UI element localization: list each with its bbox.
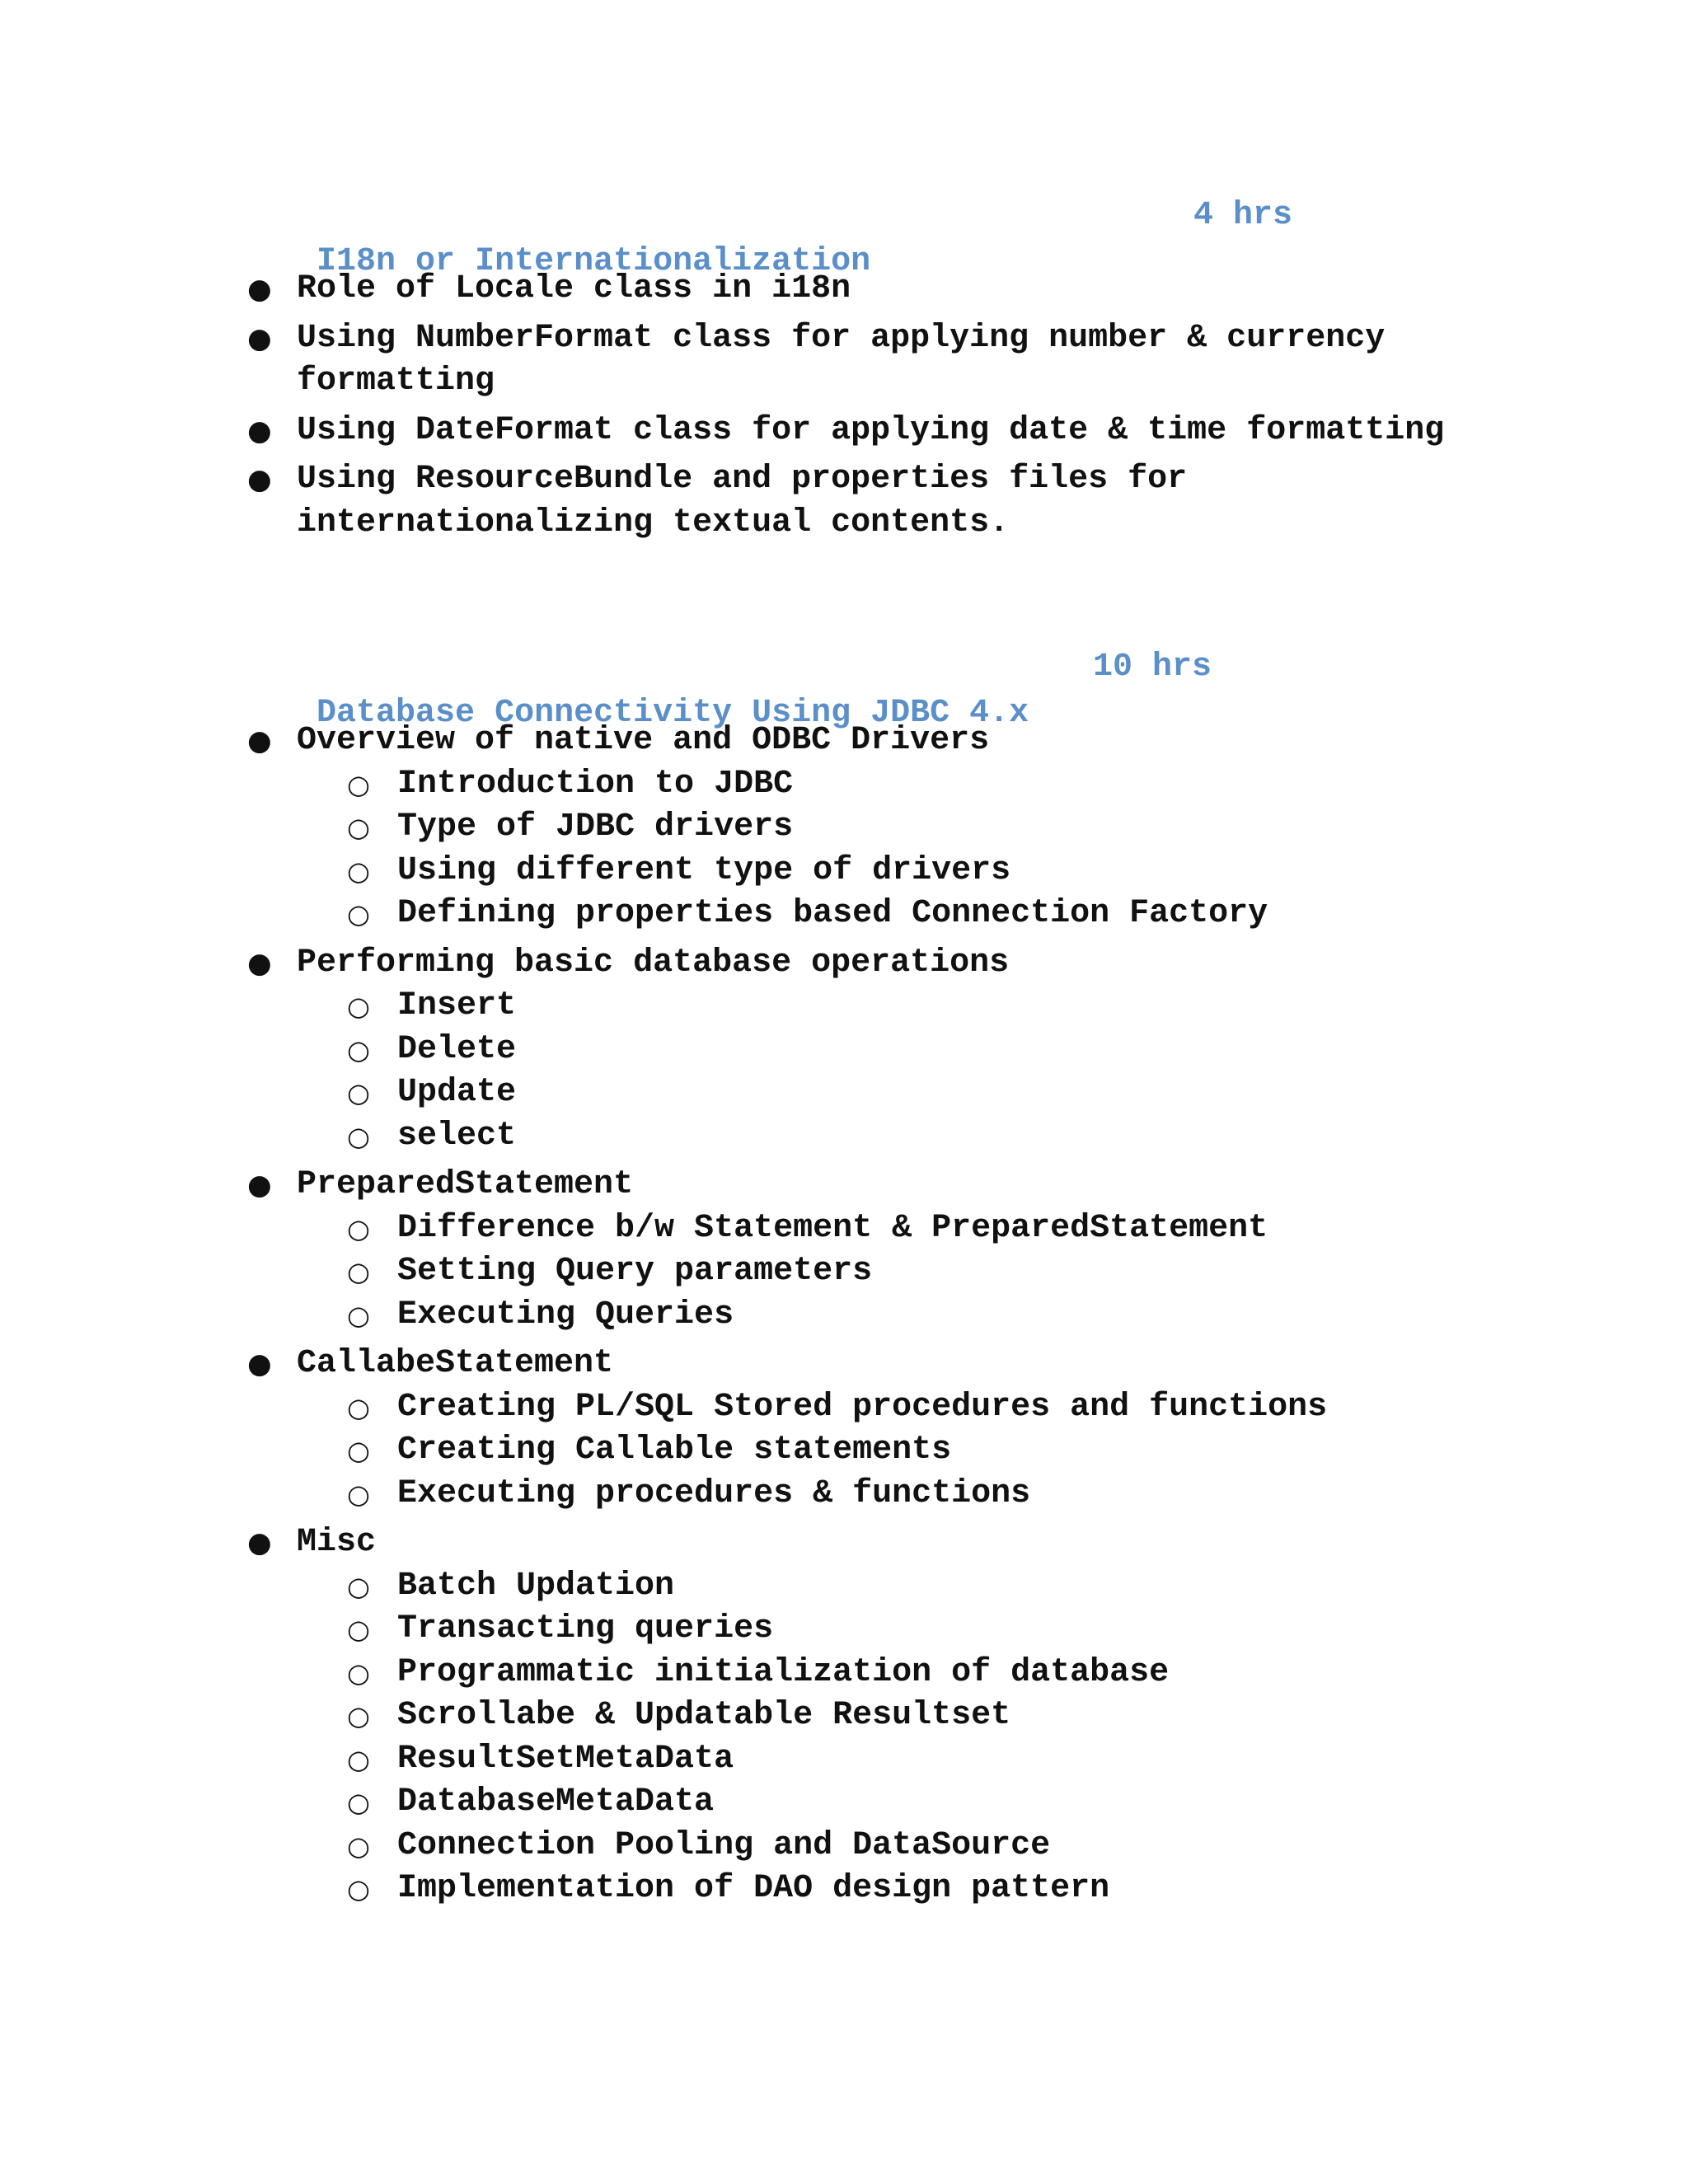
sub-item-text: Creating Callable statements bbox=[397, 1432, 952, 1469]
circle-bullet-icon: ○ bbox=[347, 768, 370, 800]
list-item-text: Performing basic database operations bbox=[297, 944, 1010, 982]
sub-list-item bbox=[0, 1207, 1688, 1251]
sub-item-text: Connection Pooling and DataSource bbox=[397, 1826, 1051, 1864]
sub-list-item bbox=[0, 1825, 1688, 1868]
list-item bbox=[0, 317, 1492, 404]
section-heading bbox=[198, 193, 1293, 280]
sub-item-text: Update bbox=[397, 1074, 517, 1111]
sub-list-item bbox=[0, 1868, 1688, 1911]
bullet-icon: ● bbox=[247, 724, 272, 757]
sub-item-text: Transacting queries bbox=[397, 1610, 774, 1647]
sub-item-text: Programmatic initialization of database bbox=[397, 1653, 1170, 1691]
circle-bullet-icon: ○ bbox=[347, 812, 370, 843]
circle-bullet-icon: ○ bbox=[347, 1033, 370, 1066]
sub-list-item bbox=[0, 1071, 1688, 1115]
sub-list-item bbox=[0, 1386, 1688, 1430]
sub-item-text: Defining properties based Connection Factory bbox=[397, 895, 1268, 932]
list-item-text: Role of Locale class in i18n bbox=[297, 270, 851, 307]
circle-bullet-icon: ○ bbox=[347, 1120, 370, 1152]
section-title: I18n or Internationalization bbox=[316, 243, 871, 280]
list-item bbox=[0, 719, 1492, 763]
sub-list-item bbox=[0, 1429, 1688, 1473]
sub-list-item bbox=[0, 1565, 1688, 1609]
sub-list-item bbox=[0, 1115, 1688, 1159]
list-item bbox=[0, 458, 1492, 545]
topic-list bbox=[0, 719, 1688, 1911]
list-item bbox=[0, 942, 1492, 986]
section-heading bbox=[198, 644, 1212, 732]
section-hours: 4 hrs bbox=[1193, 197, 1293, 234]
list-item-text: Using DateFormat class for applying date & time formatting bbox=[297, 411, 1445, 449]
sub-list-item bbox=[0, 1652, 1688, 1695]
sub-list-item bbox=[0, 1738, 1688, 1782]
list-item bbox=[0, 1521, 1492, 1565]
sub-item-text: select bbox=[397, 1117, 517, 1155]
circle-bullet-icon: ○ bbox=[347, 1435, 370, 1466]
sub-item-text: DatabaseMetaData bbox=[397, 1783, 715, 1821]
sub-item-text: Setting Query parameters bbox=[397, 1253, 873, 1290]
sub-list-item bbox=[0, 1250, 1688, 1294]
sub-item-text: Delete bbox=[397, 1030, 517, 1068]
list-item-text: Using ResourceBundle and properties files for internationalizing textual contents. bbox=[297, 461, 1188, 541]
circle-bullet-icon: ○ bbox=[347, 1256, 370, 1287]
list-item-text: CallabeStatement bbox=[297, 1345, 614, 1382]
list-item-text: PreparedStatement bbox=[297, 1166, 634, 1203]
sub-item-text: Using different type of drivers bbox=[397, 851, 1011, 889]
sub-item-text: Executing Queries bbox=[397, 1296, 734, 1333]
list-item bbox=[0, 410, 1492, 453]
sub-item-text: ResultSetMetaData bbox=[397, 1740, 734, 1778]
sub-list-item bbox=[0, 985, 1688, 1029]
bullet-icon: ● bbox=[247, 1526, 272, 1559]
sub-item-text: Difference b/w Statement & PreparedStatement bbox=[397, 1209, 1268, 1247]
circle-bullet-icon: ○ bbox=[347, 1830, 370, 1862]
circle-bullet-icon: ○ bbox=[347, 1873, 370, 1905]
list-item-text: Misc bbox=[297, 1524, 377, 1561]
bullet-icon: ● bbox=[247, 273, 272, 306]
sub-list-item bbox=[0, 850, 1688, 893]
circle-bullet-icon: ○ bbox=[347, 1700, 370, 1732]
circle-bullet-icon: ○ bbox=[347, 1743, 370, 1775]
circle-bullet-icon: ○ bbox=[347, 855, 370, 887]
bullet-icon: ● bbox=[247, 414, 272, 448]
bullet-icon: ● bbox=[247, 463, 272, 496]
sub-item-text: Implementation of DAO design pattern bbox=[397, 1870, 1110, 1907]
sub-item-text: Introduction to JDBC bbox=[397, 765, 794, 803]
list-item bbox=[0, 1164, 1492, 1207]
circle-bullet-icon: ○ bbox=[347, 1478, 370, 1510]
circle-bullet-icon: ○ bbox=[347, 1787, 370, 1818]
bullet-icon: ● bbox=[247, 1169, 272, 1202]
circle-bullet-icon: ○ bbox=[347, 898, 370, 930]
list-item bbox=[0, 268, 1492, 312]
circle-bullet-icon: ○ bbox=[347, 991, 370, 1022]
sub-list-item bbox=[0, 806, 1688, 850]
topic-list bbox=[0, 268, 1688, 545]
circle-bullet-icon: ○ bbox=[347, 1299, 370, 1331]
circle-bullet-icon: ○ bbox=[347, 1614, 370, 1645]
bullet-icon: ● bbox=[247, 946, 272, 980]
list-item bbox=[0, 1343, 1492, 1386]
circle-bullet-icon: ○ bbox=[347, 1657, 370, 1689]
circle-bullet-icon: ○ bbox=[347, 1212, 370, 1244]
sub-item-text: Batch Updation bbox=[397, 1567, 675, 1605]
sub-list-item bbox=[0, 1473, 1688, 1516]
list-item-text: Using NumberFormat class for applying number & currency formatting bbox=[297, 319, 1386, 400]
sub-list-item bbox=[0, 1608, 1688, 1652]
bullet-icon: ● bbox=[247, 1347, 272, 1380]
sub-list-item bbox=[0, 893, 1688, 936]
sub-item-text: Type of JDBC drivers bbox=[397, 808, 794, 846]
sub-list-item bbox=[0, 1029, 1688, 1072]
section-hours: 10 hrs bbox=[1093, 649, 1212, 686]
sub-list-item bbox=[0, 1781, 1688, 1825]
sub-item-text: Scrollabe & Updatable Resultset bbox=[397, 1697, 1011, 1734]
circle-bullet-icon: ○ bbox=[347, 1391, 370, 1423]
circle-bullet-icon: ○ bbox=[347, 1077, 370, 1108]
sub-list-item bbox=[0, 1694, 1688, 1738]
sub-item-text: Executing procedures & functions bbox=[397, 1474, 1031, 1512]
bullet-icon: ● bbox=[247, 321, 272, 355]
sub-item-text: Creating PL/SQL Stored procedures and functions bbox=[397, 1388, 1328, 1426]
sub-item-text: Insert bbox=[397, 987, 517, 1024]
section-title: Database Connectivity Using JDBC 4.x bbox=[316, 695, 1029, 732]
list-item-text: Overview of native and ODBC Drivers bbox=[297, 722, 990, 759]
sub-list-item bbox=[0, 1294, 1688, 1338]
sub-list-item bbox=[0, 763, 1688, 807]
circle-bullet-icon: ○ bbox=[347, 1570, 370, 1602]
